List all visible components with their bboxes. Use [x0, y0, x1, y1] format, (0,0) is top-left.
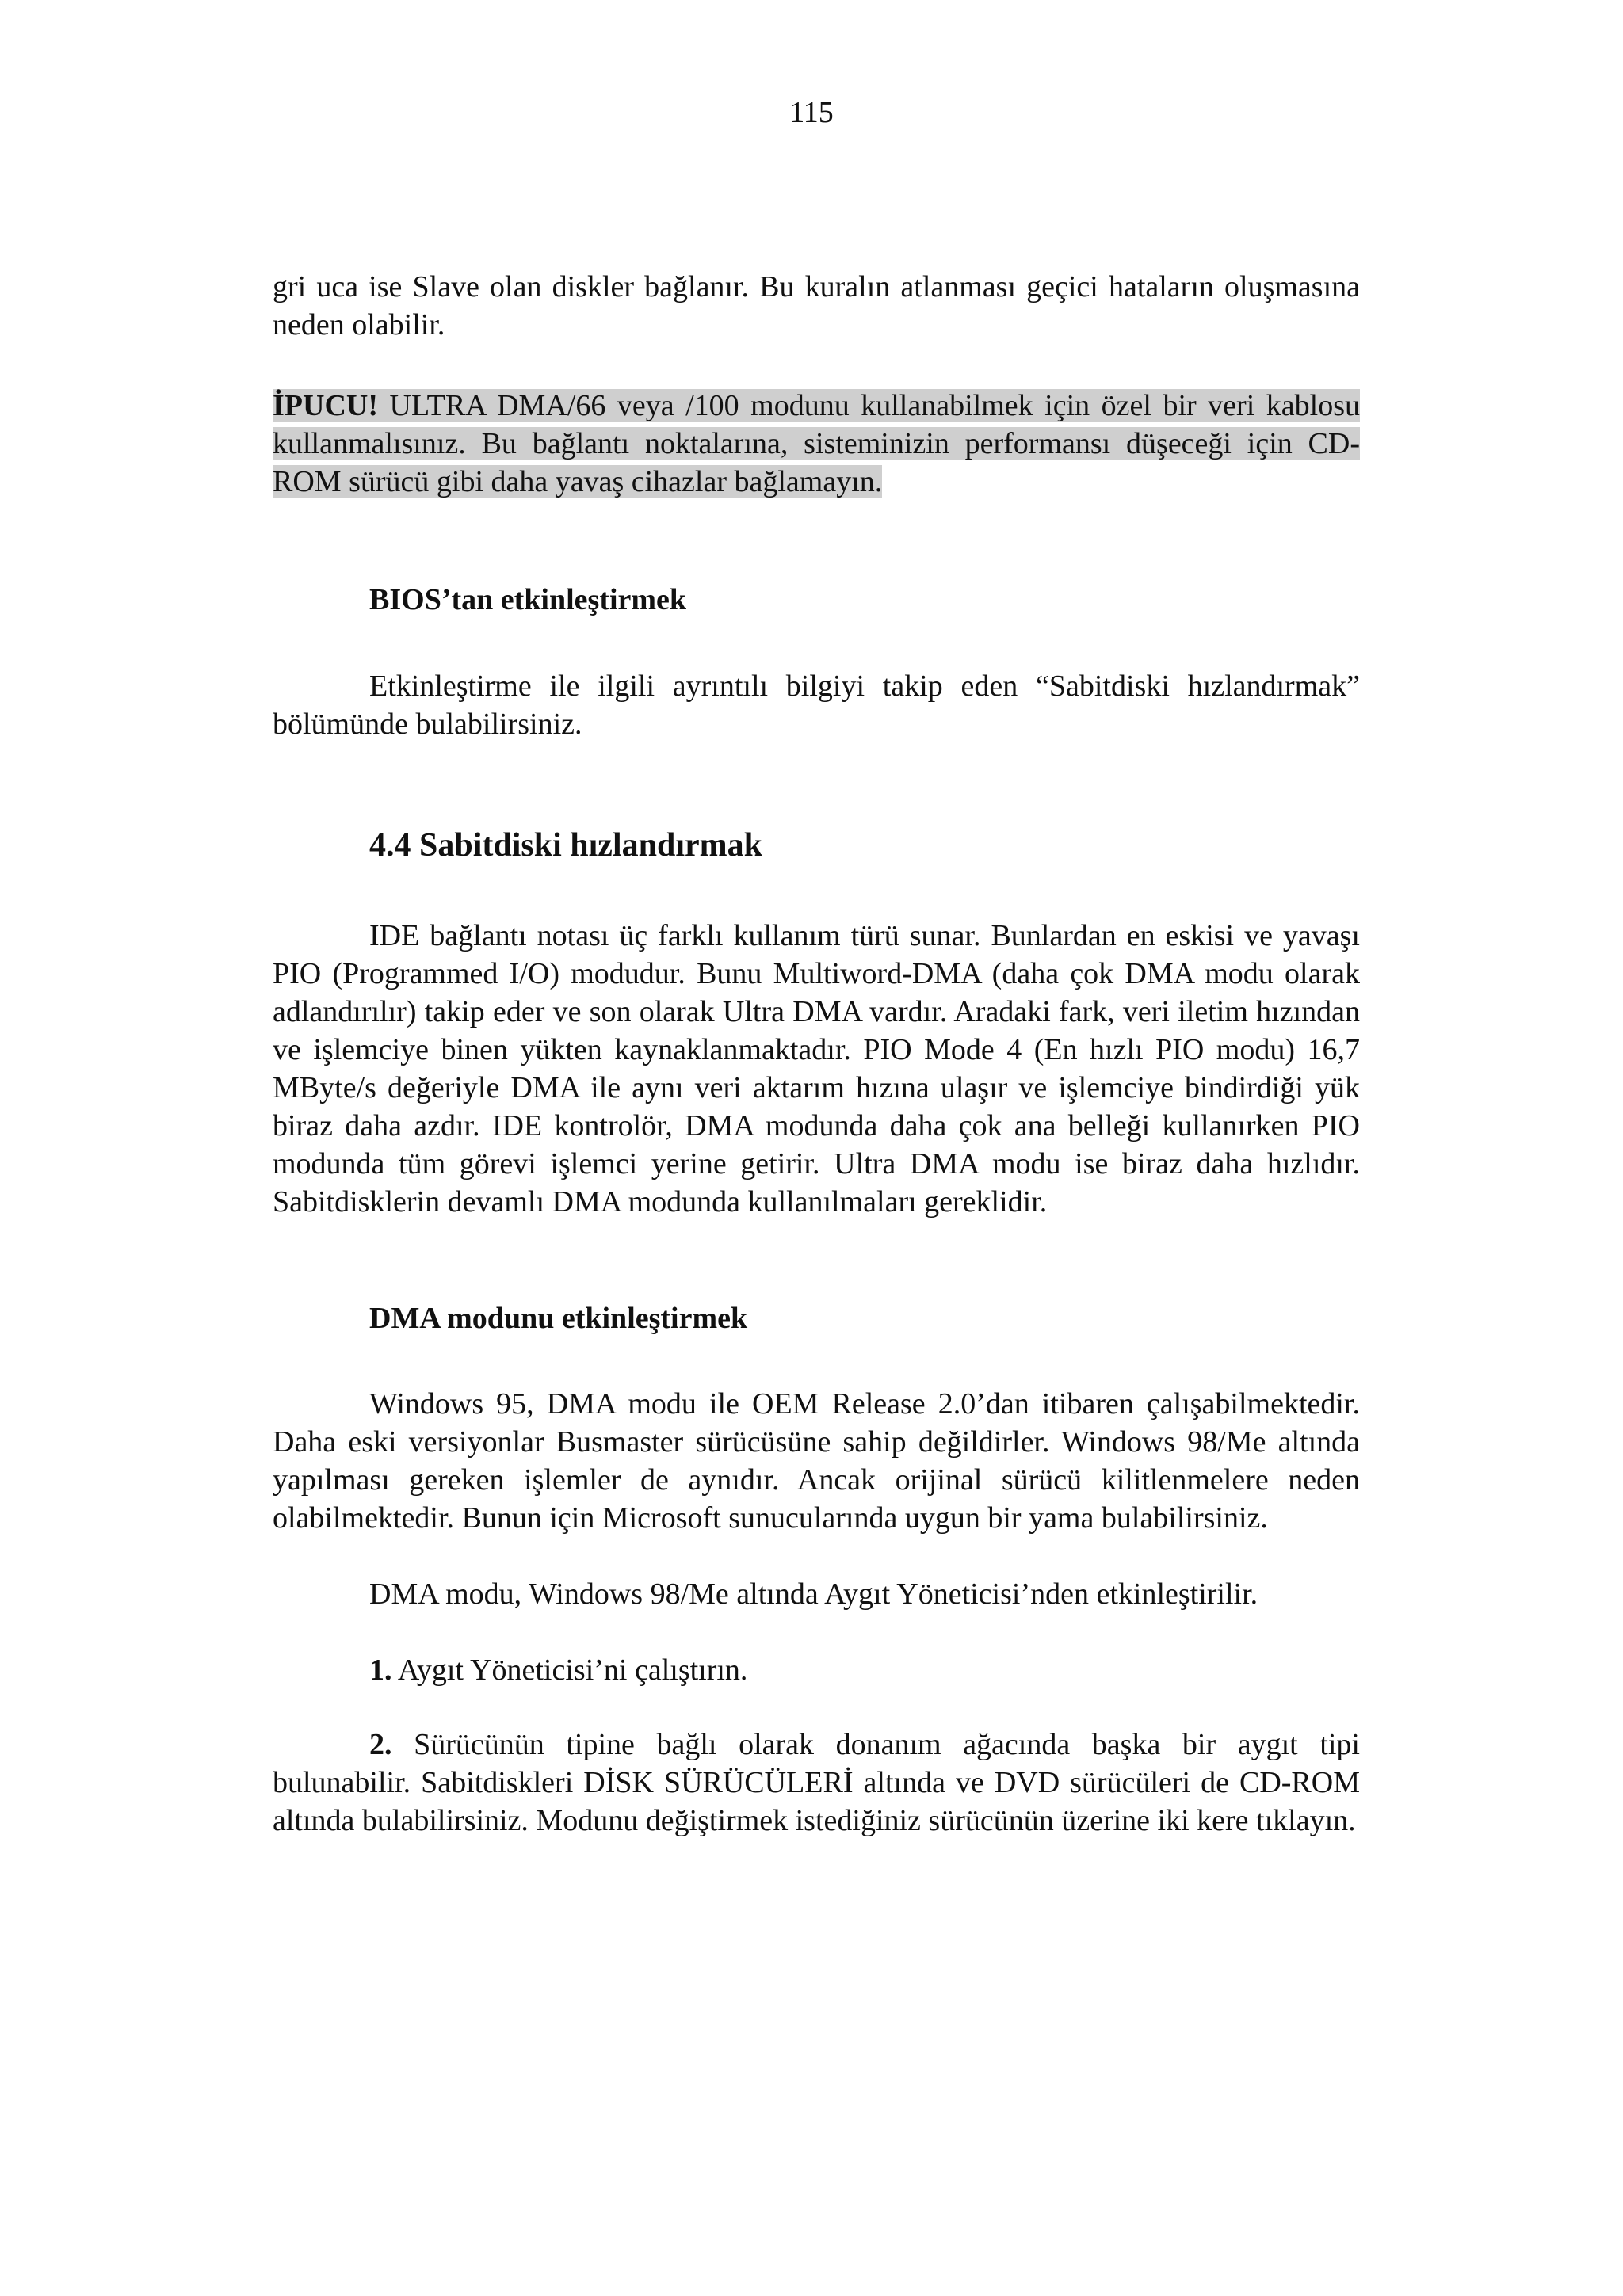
- step-1-number: 1.: [369, 1653, 392, 1687]
- step-2-number: 2.: [369, 1728, 392, 1761]
- device-manager-paragraph: DMA modu, Windows 98/Me altında Aygıt Yöneticisi’nden etkinleştirilir.: [369, 1577, 1258, 1611]
- tip-highlight: [273, 389, 1360, 498]
- dma-heading: DMA modunu etkinleştirmek: [369, 1302, 748, 1335]
- section-heading: 4.4 Sabitdiski hızlandırmak: [369, 827, 762, 864]
- tip-text: ULTRA DMA/66 veya /100 modunu kullanabilmek için özel bir veri kablosu kullanmalısınız. Bu bağlantı noktalarına, sisteminizin performansı düşeceği için CD-ROM sürücü gibi daha yavaş cihazlar bağlamayın.: [273, 389, 1360, 498]
- step-2-text: Sürücünün tipine bağlı olarak donanım ağacında başka bir aygıt tipi bulunabilir. Sabitdiskleri DİSK SÜRÜCÜLERİ altında ve DVD sürücüleri de CD-ROM altında bulabilirsiniz. Modunu değiştirmek istediğiniz sürücünün üzerine iki kere tıklayın.: [273, 1728, 1360, 1837]
- tip-paragraph: [273, 387, 1360, 501]
- bios-heading: BIOS’tan etkinleştirmek: [369, 583, 687, 616]
- page-number: 115: [789, 96, 834, 129]
- bios-paragraph: Etkinleştirme ile ilgili ayrıntılı bilgiyi takip eden “Sabitdiski hızlandırmak” bölümünde bulabilirsiniz.: [273, 669, 1360, 741]
- step-2: [273, 1726, 1360, 1840]
- page-body: [273, 268, 1360, 1840]
- intro-paragraph: gri uca ise Slave olan diskler bağlanır. Bu kuralın atlanması geçici hataların oluşmasına neden olabilir.: [273, 270, 1360, 341]
- step-1: [273, 1651, 1360, 1689]
- step-1-text: Aygıt Yöneticisi’ni çalıştırın.: [391, 1653, 748, 1687]
- tip-label: İPUCU!: [273, 389, 378, 422]
- section-paragraph: IDE bağlantı notası üç farklı kullanım türü sunar. Bunlardan en eskisi ve yavaşı PIO (Programmed I/O) modudur. Bunu Multiword-DMA (daha çok DMA modu olarak adlandırılır) takip eder ve son olarak Ultra DMA vardır. Aradaki fark, veri iletim hızından ve işlemciye binen yükten kaynaklanmaktadır. PIO Mode 4 (En hızlı PIO modu) 16,7 MByte/s değeriyle DMA ile aynı veri aktarım hızına ulaşır ve işlemciye bindirdiği yük biraz daha azdır. IDE kontrolör, DMA modunda daha çok ana belleği kullanırken PIO modunda tüm görevi işlemci yerine getirir. Ultra DMA modu ise biraz daha hızlıdır. Sabitdisklerin devamlı DMA modunda kullanılmaları gereklidir.: [273, 919, 1360, 1219]
- dma-paragraph: Windows 95, DMA modu ile OEM Release 2.0’dan itibaren çalışabilmektedir. Daha eski versiyonlar Busmaster sürücüsüne sahip değildirler. Windows 98/Me altında yapılması gereken işlemler de aynıdır. Ancak orijinal sürücü kilitlenmelere neden olabilmektedir. Bunun için Microsoft sunucularında uygun bir yama bulabilirsiniz.: [273, 1387, 1360, 1535]
